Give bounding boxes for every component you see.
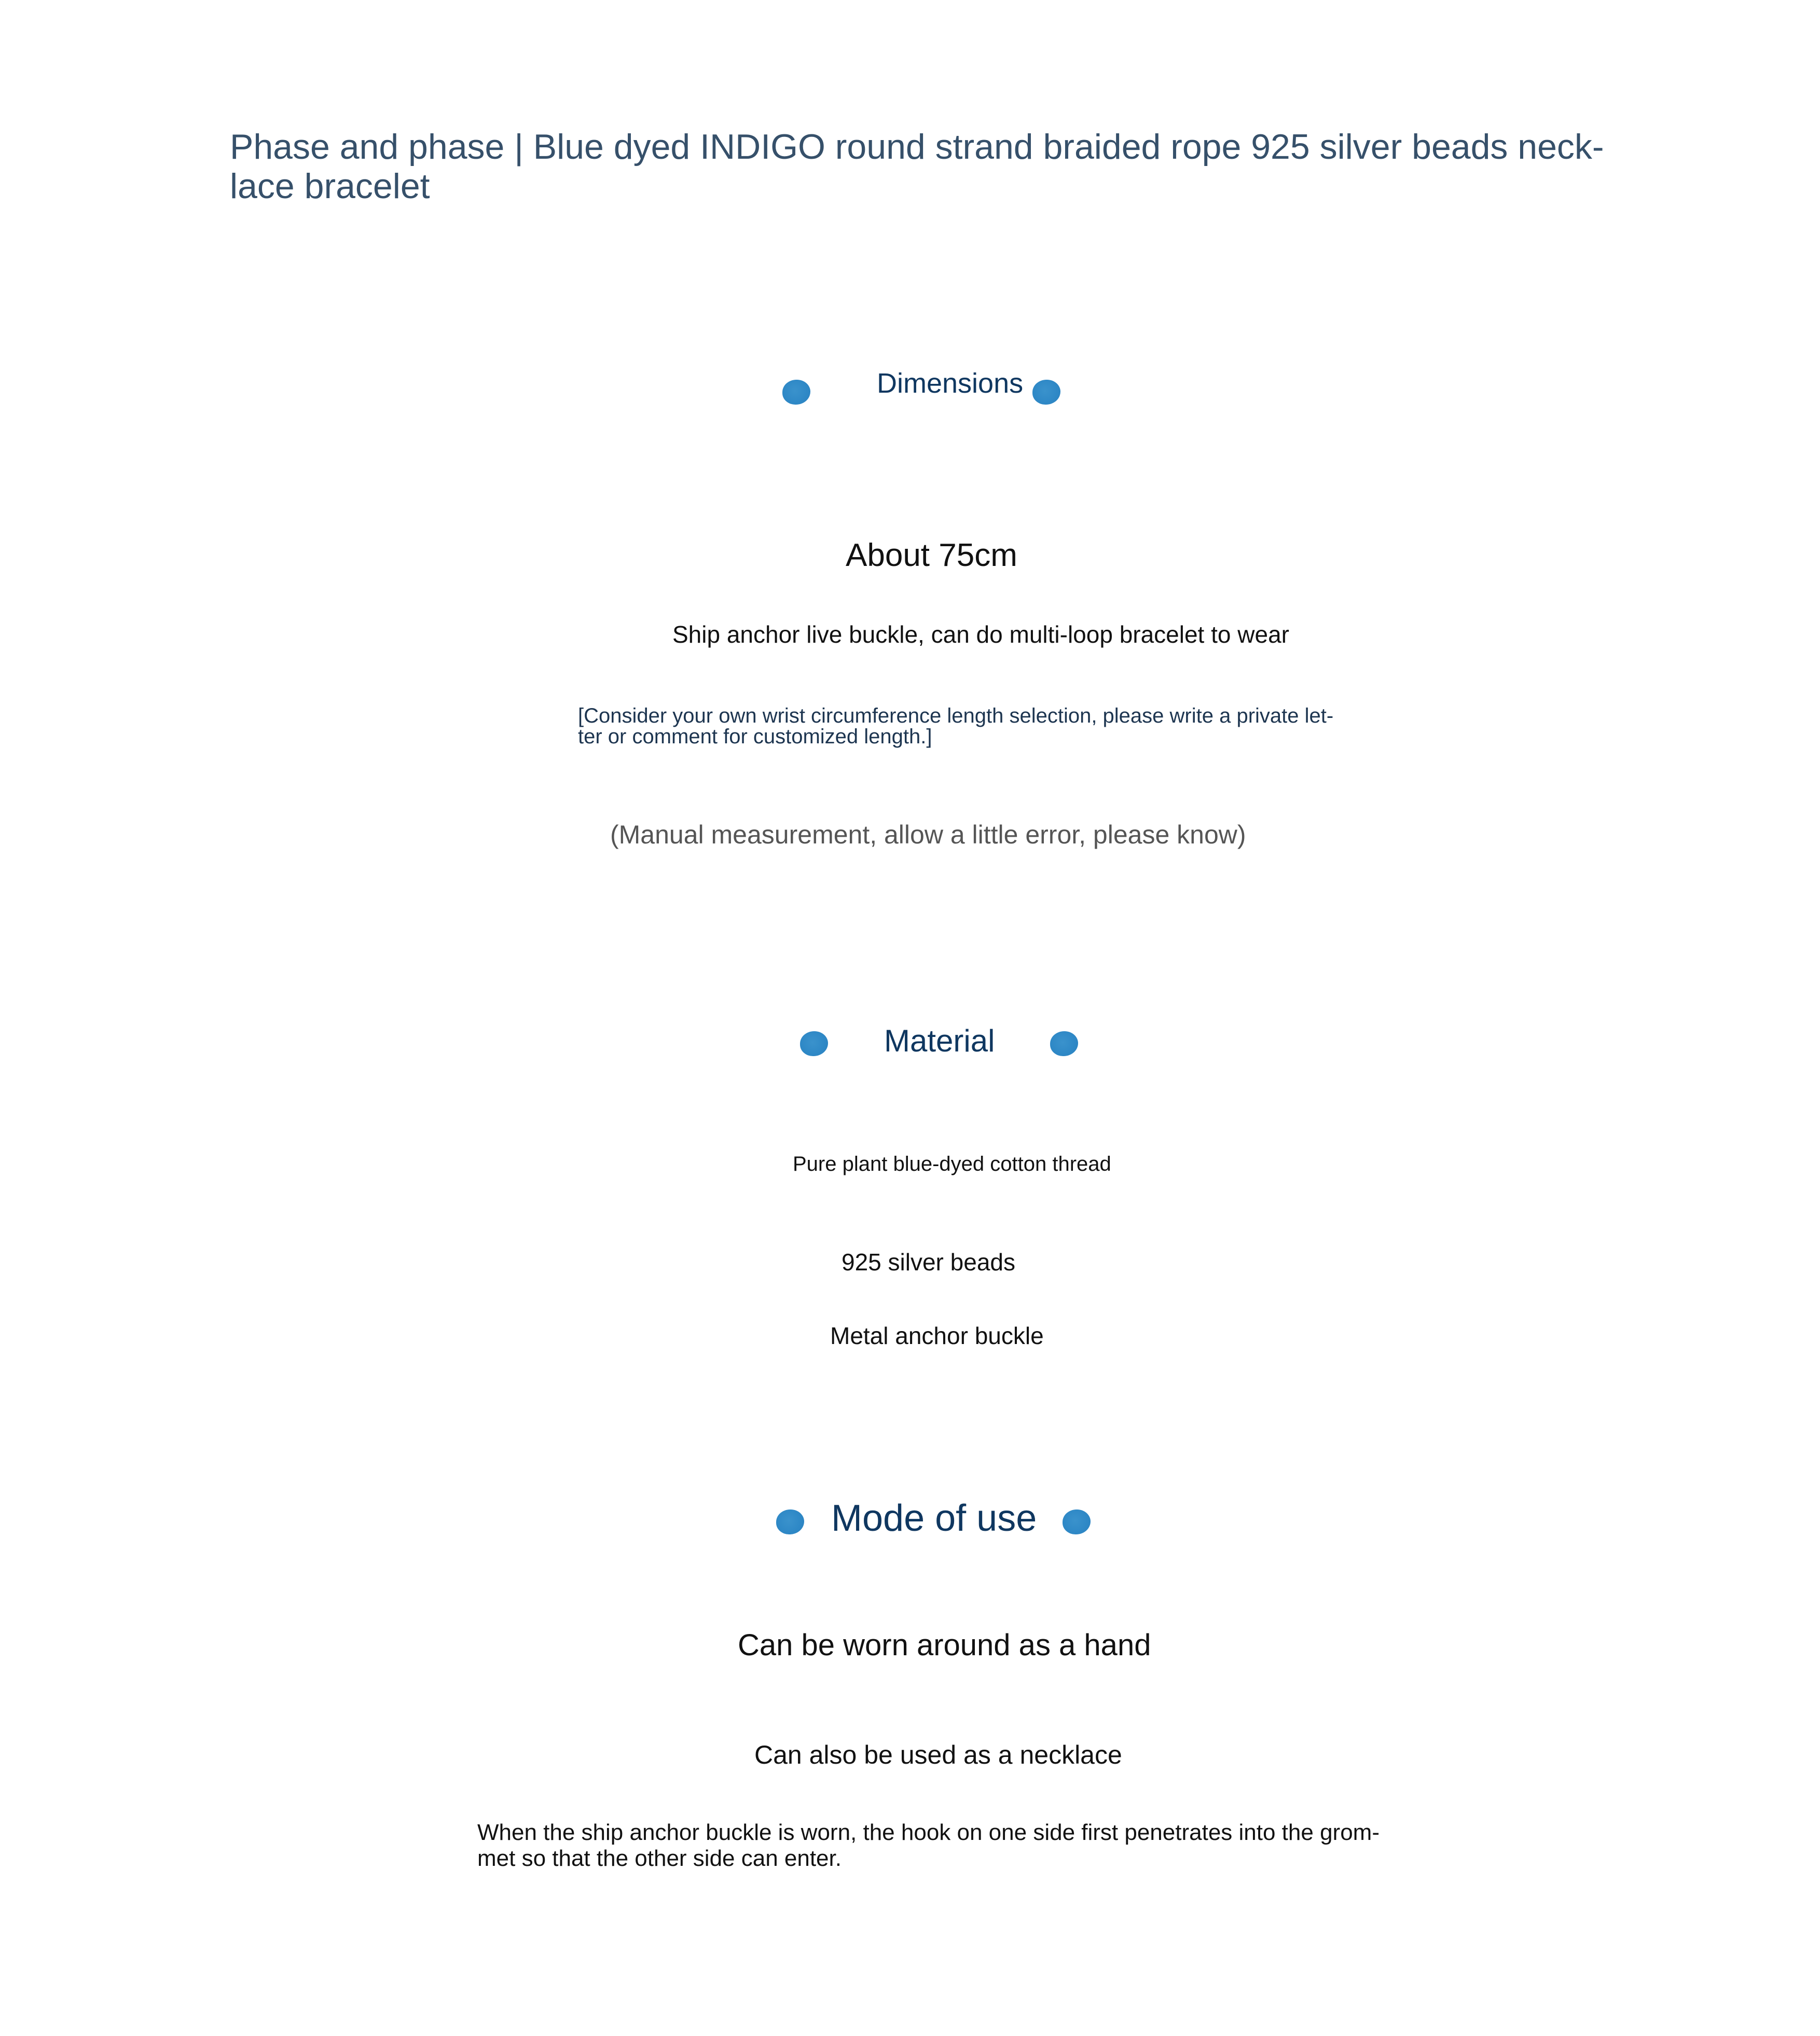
page-title-line-2: lace bracelet [230, 167, 430, 206]
usage-item: Can also be used as a necklace [754, 1740, 1122, 1769]
length-value: About 75cm [846, 537, 1017, 573]
material-heading: Material [884, 1023, 995, 1058]
blue-dot-icon [776, 1509, 804, 1534]
material-item: Metal anchor buckle [830, 1322, 1044, 1349]
blue-dot-icon [800, 1031, 828, 1056]
dimensions-heading: Dimensions [877, 368, 1024, 399]
usage-instruction-line-2: met so that the other side can enter. [477, 1846, 842, 1871]
measurement-note: (Manual measurement, allow a little error, please know) [610, 820, 1246, 849]
usage-instruction [477, 1820, 1380, 1872]
buckle-note: Ship anchor live buckle, can do multi-loop bracelet to wear [672, 621, 1289, 648]
blue-dot-icon [1063, 1509, 1091, 1534]
usage-instruction-line-1: When the ship anchor buckle is worn, the hook on one side first penetrates into the grom- [477, 1820, 1380, 1845]
material-item: 925 silver beads [842, 1249, 1015, 1276]
usage-item: Can be worn around as a hand [738, 1628, 1151, 1662]
blue-dot-icon [782, 380, 810, 405]
blue-dot-icon [1032, 380, 1060, 405]
custom-length-note-line-2: ter or comment for customized length.] [578, 725, 932, 748]
page-title [230, 127, 1631, 206]
blue-dot-icon [1050, 1031, 1078, 1056]
mode-of-use-heading: Mode of use [831, 1498, 1037, 1539]
custom-length-note [578, 705, 1333, 747]
custom-length-note-line-1: [Consider your own wrist circumference length selection, please write a private let- [578, 704, 1334, 727]
page-title-line-1: Phase and phase | Blue dyed INDIGO round strand braided rope 925 silver beads neck- [230, 127, 1604, 167]
material-item: Pure plant blue-dyed cotton thread [793, 1153, 1111, 1175]
